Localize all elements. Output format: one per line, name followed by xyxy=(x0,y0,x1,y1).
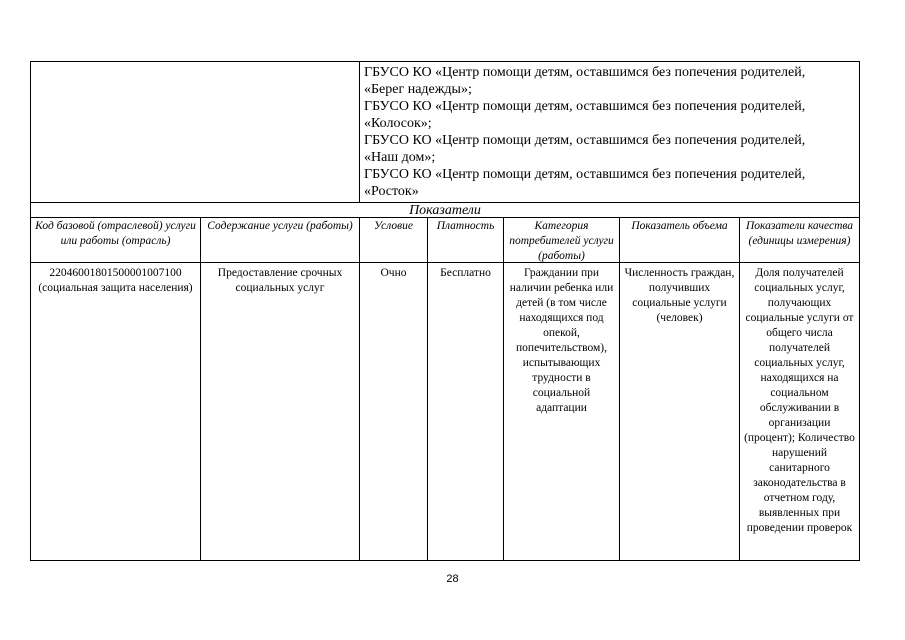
col-header-volume-indicator: Показатель объема xyxy=(619,217,739,262)
cell-quality-indicators: Доля получателей социальных услуг, получающих социальные услуги от общего числа получателей социальных услуг, находящихся на социальном обслуживании в организации (процент); Количество нарушений санитарного законодательства в отчетном году, выявленных при проведении проверок xyxy=(739,262,860,561)
col-header-consumer-category: Категория потребителей услуги (работы) xyxy=(503,217,619,262)
cell-service-code: 22046001801500001007100 (социальная защита населения) xyxy=(30,262,200,561)
col-header-quality-indicators: Показатели качества (единицы измерения) xyxy=(739,217,860,262)
indicators-table xyxy=(30,61,860,561)
col-header-payment: Платность xyxy=(427,217,503,262)
col-header-service-code: Код базовой (отраслевой) услуги или работы (отрасль) xyxy=(30,217,200,262)
col-header-service-content: Содержание услуги (работы) xyxy=(200,217,359,262)
col-header-condition: Условие xyxy=(359,217,427,262)
organizations-list: ГБУСО КО «Центр помощи детям, оставшимся без попечения родителей, «Берег надежды»; ГБУСО КО «Центр помощи детям, оставшимся без попечения родителей, «Колосок»; ГБУСО КО «Центр помощи детям, оставшимся без попечения родителей, «Наш дом»; ГБУСО КО «Центр помощи детям, оставшимся без попечения родителей, «Росток» xyxy=(359,61,860,202)
page-number: 28 xyxy=(446,573,459,585)
cell-volume-indicator: Численность граждан, получивших социальные услуги (человек) xyxy=(619,262,739,561)
cell-consumer-category: Граждании при наличии ребенка или детей (в том числе находящихся под опекой, попечительством), испытывающих трудности в социальной адаптации xyxy=(503,262,619,561)
empty-top-cell xyxy=(30,61,359,202)
section-title: Показатели xyxy=(30,202,860,217)
cell-payment: Бесплатно xyxy=(427,262,503,561)
cell-service-content: Предоставление срочных социальных услуг xyxy=(200,262,359,561)
cell-condition: Очно xyxy=(359,262,427,561)
